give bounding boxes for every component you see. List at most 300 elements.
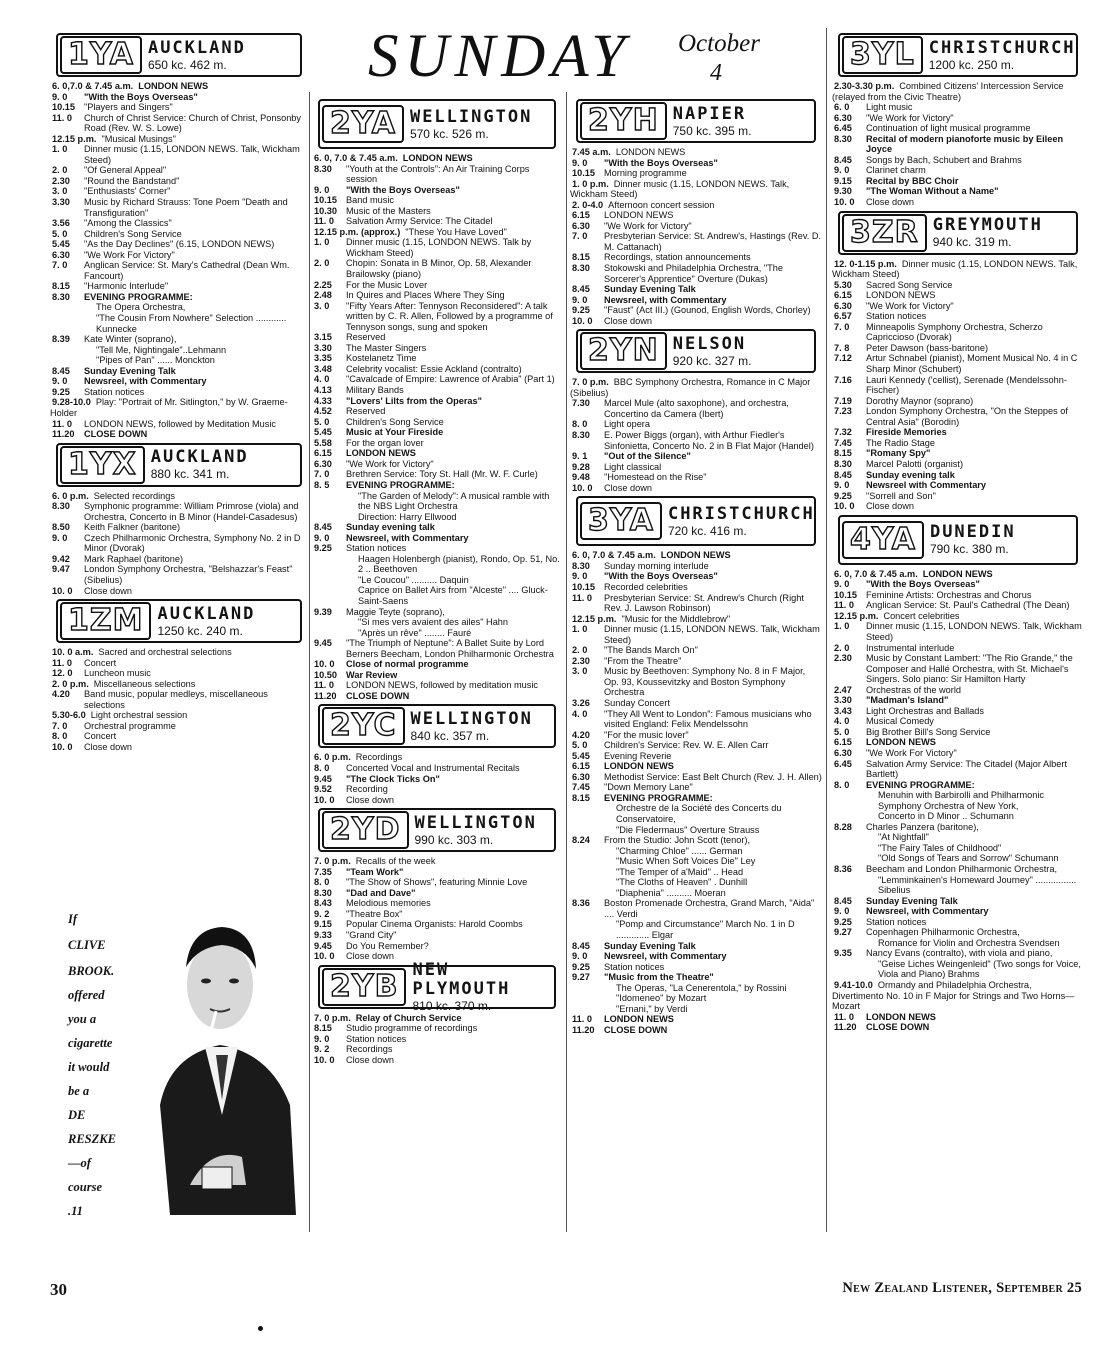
program-time: 6.15 [572, 761, 590, 772]
program-time: 5.30 [834, 279, 852, 290]
program-entry [312, 343, 562, 354]
program-entry [50, 429, 308, 440]
program-title: "These You Have Loved" [405, 226, 507, 237]
program-title: Caprice on Ballet Airs from "Alceste" .... Gluck-Saint-Saens [358, 585, 548, 606]
program-time: 7. 0 [572, 231, 588, 242]
program-title: Czech Philharmonic Orchestra, Symphony No. 2 in D Minor (Dvorak) [84, 532, 301, 554]
program-entry [570, 158, 822, 169]
program-entry [570, 316, 822, 327]
program-title: "Faust" (Act III.) (Gounod, English Words, Chorley) [604, 305, 811, 316]
program-entry [570, 483, 822, 494]
column-4 [832, 30, 1084, 1033]
program-title: "The Bands March On" [604, 645, 698, 656]
program-entry [312, 1023, 562, 1034]
program-entry [312, 427, 562, 438]
call-sign: 2YH [580, 102, 667, 140]
program-entry [570, 147, 822, 158]
program-title: "Geise Liches Weingenleid" (Two songs for Voice, Viola and Piano) Brahms [878, 958, 1081, 980]
station-header-3ya [576, 496, 816, 546]
advert-line: DE [68, 1108, 86, 1122]
program-time: 6.30 [572, 771, 590, 782]
program-title: Recording [346, 784, 388, 795]
program-title: Close down [866, 197, 915, 208]
program-title: LONDON NEWS, followed by Meditation Music [84, 418, 276, 429]
program-entry [570, 867, 822, 878]
program-entry [50, 197, 308, 218]
program-time: 8.36 [572, 898, 590, 909]
program-title: Romance for Violin and Orchestra Svendsen [878, 937, 1060, 948]
program-title: Children's Song Service [84, 228, 182, 239]
program-time: 7.35 [314, 866, 332, 877]
advert-photo [150, 885, 298, 1215]
program-time: 9. 1 [572, 451, 588, 462]
program-title: Light opera [604, 419, 650, 430]
program-entry [312, 374, 562, 385]
program-entry [50, 281, 308, 292]
program-entry [50, 218, 308, 229]
column-2 [312, 96, 562, 1065]
program-title: Dinner music (1.15, LONDON NEWS. Talk, Wickham Steed) [866, 621, 1082, 642]
program-time: 6.30 [834, 300, 852, 311]
program-time: 11. 0 [52, 112, 72, 123]
program-entry [832, 1012, 1084, 1023]
program-title: Music by Constant Lambert: "The Rio Grande," the Composer and Hallé Orchestra, with St. Michael's Singers. Solo piano: Sir Hamilton Harty [866, 653, 1073, 685]
program-title: Close down [604, 315, 653, 326]
program-entry [50, 376, 308, 387]
program-entry [312, 888, 562, 899]
station-frequency: 720 kc. 416 m. [667, 523, 747, 538]
program-title: "Musical Musings" [101, 133, 176, 144]
program-title: "We Work for Victory" [346, 458, 434, 469]
program-time: 8. 0 [834, 779, 850, 790]
program-time: 9.47 [52, 564, 70, 575]
program-time: 4.33 [314, 395, 332, 406]
program-time: 7. 0 [52, 720, 68, 731]
program-time: 12. 0-1.15 p.m. [834, 258, 897, 269]
program-time: 11.20 [314, 690, 337, 701]
program-title: Concert [84, 731, 117, 742]
program-entry [312, 164, 562, 185]
program-time: 9.15 [834, 175, 852, 186]
advert-line: course [68, 1180, 103, 1194]
program-title: EVENING PROGRAMME: [84, 291, 193, 302]
program-time: 8.30 [834, 458, 852, 469]
program-entry [312, 448, 562, 459]
program-entry [312, 406, 562, 417]
program-entry [832, 438, 1084, 449]
program-title: Sunday Evening Talk [604, 940, 696, 951]
program-entry [50, 710, 308, 721]
program-entry [50, 186, 308, 197]
program-title: LONDON NEWS [866, 737, 936, 748]
program-title: Minneapolis Symphony Orchestra, Scherzo Capriccioso (Dvorak) [866, 321, 1043, 343]
program-time: 3. 0 [52, 186, 68, 197]
program-title: "We Work For Victory" [866, 747, 957, 758]
program-title: Recital by BBC Choir [866, 175, 959, 186]
program-time [570, 993, 604, 1004]
program-time: 10. 0 [572, 482, 593, 493]
program-time: 5.45 [572, 750, 590, 761]
program-entry [312, 206, 562, 217]
program-entry [570, 200, 822, 211]
program-entry [832, 155, 1084, 166]
program-title: Newsreel, with Commentary [346, 532, 469, 543]
program-entry [570, 284, 822, 295]
program-time [312, 617, 346, 628]
program-entry [312, 438, 562, 449]
program-entry [312, 752, 562, 763]
program-entry [832, 301, 1084, 312]
program-entry [832, 716, 1084, 727]
program-entry [832, 621, 1084, 642]
program-title: War Review [346, 669, 398, 680]
program-time: 6. 0,7.0 & 7.45 a.m. [52, 81, 134, 91]
program-title: "With the Boys Overseas" [866, 579, 980, 590]
program-title: Sunday Concert [604, 697, 670, 708]
program-entry [570, 709, 822, 730]
program-time: 6. 0, 7.0 & 7.45 a.m. [834, 568, 918, 579]
program-entry [312, 227, 562, 238]
program-time: 6. 0 p.m. [52, 490, 89, 501]
program-title: "Lovers' Lilts from the Operas" [346, 395, 482, 406]
program-time: 5. 0 [52, 228, 68, 239]
program-time: 8.30 [572, 430, 590, 441]
call-sign: 2YB [322, 968, 406, 1006]
program-entry [570, 803, 822, 824]
program-entry [832, 906, 1084, 917]
station-header-2yd [318, 808, 556, 852]
program-title: "The Show of Shows", featuring Minnie Love [346, 877, 528, 888]
program-entry [50, 564, 308, 585]
program-title: Fireside Memories [866, 427, 947, 438]
program-entry [570, 993, 822, 1004]
program-entry [570, 888, 822, 899]
program-time: 8.45 [52, 365, 70, 376]
program-entry [570, 295, 822, 306]
program-entry [570, 666, 822, 698]
advert-line: offered [68, 988, 105, 1002]
program-title: Do You Remember? [346, 940, 429, 951]
program-time: 10. 0 [834, 501, 855, 512]
program-entry [50, 313, 308, 334]
program-entry [312, 867, 562, 878]
program-title: Close down [866, 501, 915, 512]
call-sign: 3YL [842, 36, 923, 74]
program-time: 6.15 [572, 210, 590, 221]
page-number: 30 [50, 1280, 67, 1299]
program-title: Station notices [346, 1033, 407, 1044]
station-city: WELLINGTON [409, 106, 533, 127]
program-title: "Tell Me, Nightingale"..Lehmann [96, 344, 227, 355]
program-time: 10.15 [52, 102, 75, 113]
program-entry [570, 430, 822, 451]
program-title: Marcel Palotti (organist) [866, 458, 964, 469]
program-title: Band music, popular medleys, miscellaneous selections [84, 689, 268, 710]
program-time [570, 825, 604, 836]
program-entry [50, 397, 308, 418]
column-3 [570, 96, 822, 1035]
program-time: 9.27 [572, 972, 590, 983]
program-time: 11.20 [834, 1022, 857, 1033]
program-title: "Music for the Middlebrow" [621, 613, 731, 624]
program-entry [832, 343, 1084, 354]
program-entry [312, 930, 562, 941]
program-time [312, 585, 346, 606]
program-title: Military Bands [346, 385, 404, 396]
program-title: Melodious memories [346, 898, 431, 909]
program-entry [50, 522, 308, 533]
program-entry [312, 638, 562, 659]
program-title: Band music [346, 195, 395, 206]
station-header-2yn [576, 329, 816, 373]
program-time: 3.26 [572, 697, 590, 708]
program-entry [50, 742, 308, 753]
program-title: Sunday evening talk [866, 469, 955, 480]
station-frequency: 920 kc. 327 m. [672, 353, 752, 368]
program-title: "Ernani," by Verdi [616, 1003, 688, 1014]
station-frequency: 810 kc. 370 m. [412, 998, 492, 1013]
program-entry [570, 877, 822, 888]
program-time: 6.30 [52, 249, 70, 260]
program-entry [50, 658, 308, 669]
program-entry [312, 301, 562, 333]
program-entry [312, 680, 562, 691]
program-entry [312, 1044, 562, 1055]
program-entry [50, 554, 308, 565]
program-entry [570, 263, 822, 284]
program-entry [832, 590, 1084, 601]
program-time: 9.35 [834, 948, 852, 959]
program-time: 11. 0 [834, 1011, 854, 1022]
program-title: Newsreel with Commentary [866, 480, 986, 491]
program-time: 3.30 [52, 197, 70, 208]
program-time: 9. 0 [572, 157, 588, 168]
program-title: Music by Beethoven: Symphony No. 8 in F Major, Op. 93, Koussevitzky and Boston Symphony Orchestra [604, 666, 806, 698]
program-title: "With the Boys Overseas" [604, 571, 718, 582]
program-time: 8. 0 [52, 731, 68, 742]
program-entry [570, 761, 822, 772]
program-time: 5. 0 [572, 740, 588, 751]
program-title: Dinner music (1.15, LONDON NEWS. Talk by Wickham Steed) [346, 237, 532, 258]
program-entry [832, 832, 1084, 843]
program-time: 4.13 [314, 385, 332, 396]
program-title: "Enthusiasts' Corner" [84, 186, 171, 197]
program-title: "They All Went to London": Famous musicians who visited England: Felix Mendelssohn [604, 708, 812, 730]
program-time: 8.30 [52, 291, 70, 302]
program-title: Light Orchestras and Ballads [866, 705, 984, 716]
program-title: Clarinet charm [866, 165, 926, 176]
program-title: "Players and Singers" [84, 102, 173, 113]
program-entry [50, 419, 308, 430]
program-time: 9.25 [572, 305, 590, 316]
program-time: 9.25 [52, 386, 70, 397]
program-title: "With the Boys Overseas" [84, 91, 198, 102]
program-time: 9.45 [314, 773, 332, 784]
program-title: Play: "Portrait of Mr. Sitlington," by W. Graeme-Holder [50, 397, 288, 418]
program-time: 3.43 [834, 705, 852, 716]
program-title: "The Clock Ticks On" [346, 773, 440, 784]
program-entry [570, 772, 822, 783]
program-entry [312, 396, 562, 407]
program-title: CLOSE DOWN [346, 690, 410, 701]
station-header-4ya [838, 515, 1078, 565]
program-time: 2.30 [572, 655, 590, 666]
program-time: 8.50 [52, 522, 70, 533]
program-entry [50, 92, 308, 103]
program-time: 2. 0 [572, 645, 588, 656]
station-frequency: 840 kc. 357 m. [410, 728, 490, 743]
program-time: 1. 0 [314, 237, 330, 248]
program-list-1zm [50, 647, 308, 752]
program-entry [832, 311, 1084, 322]
program-title: Presbyterian Service: St. Andrew's Church (Right Rev. J. Lawson Robinson) [604, 592, 804, 614]
program-time: 9.27 [834, 927, 852, 938]
program-title: Recorded celebrities [604, 581, 688, 592]
program-title: Recordings [355, 752, 403, 763]
program-entry [50, 345, 308, 356]
program-time: 10.50 [314, 669, 337, 680]
program-list-2yh [570, 147, 822, 326]
program-time: 7. 0 p.m. [572, 377, 609, 388]
program-entry [312, 691, 562, 702]
program-entry [570, 919, 822, 940]
program-title: Symphonic programme: William Primrose (viola) and Orchestra, Concerto in B Minor (Handel-Casadesus) [84, 501, 299, 522]
program-time: 8.45 [572, 940, 590, 951]
program-entry [570, 751, 822, 762]
program-title: Beecham and London Philharmonic Orchestra, [866, 864, 1058, 874]
program-title: LONDON NEWS [615, 147, 686, 157]
program-time [50, 355, 84, 366]
program-list-3zr [832, 259, 1084, 512]
program-entry [832, 123, 1084, 134]
program-title: Close down [604, 482, 653, 493]
ink-speck [258, 1326, 263, 1331]
program-time: 6.45 [834, 123, 852, 134]
program-time [312, 575, 346, 586]
program-entry [312, 607, 562, 618]
station-city: CHRISTCHURCH [928, 37, 1076, 58]
program-entry [312, 659, 562, 670]
program-entry [832, 501, 1084, 512]
program-time: 9.45 [314, 940, 332, 951]
program-entry [312, 237, 562, 258]
program-time: 11. 0 [52, 418, 72, 429]
program-time: 9.25 [834, 490, 852, 501]
program-entry [832, 290, 1084, 301]
program-time: 3. 0 [314, 300, 330, 311]
program-entry [832, 643, 1084, 654]
column-rule [309, 92, 310, 1232]
program-entry [832, 748, 1084, 759]
program-time: 6. 0 [834, 102, 850, 113]
program-entry [570, 614, 822, 625]
program-time: 11. 0 [314, 680, 334, 691]
program-entry [50, 250, 308, 261]
program-entry [50, 239, 308, 250]
program-entry [832, 459, 1084, 470]
program-entry [312, 522, 562, 533]
program-time: 9. 0 [572, 294, 588, 305]
call-sign: 1YA [60, 36, 142, 74]
program-time: 3.35 [314, 353, 332, 364]
program-time [312, 628, 346, 639]
program-entry [50, 229, 308, 240]
program-title: "Down Memory Lane" [604, 782, 693, 793]
call-sign: 2YC [322, 707, 405, 745]
program-entry [50, 387, 308, 398]
program-time [832, 853, 866, 864]
program-title: Orchestras of the world [866, 684, 961, 695]
program-title: The Master Singers [346, 342, 427, 353]
program-title: Kate Winter (soprano), [84, 334, 177, 345]
program-time: 10. 0 [314, 794, 335, 805]
program-title: "We Work for Victory" [866, 112, 954, 123]
program-time: 2.48 [314, 290, 332, 301]
program-time: 12. 0 [52, 668, 73, 679]
program-entry [570, 941, 822, 952]
program-entry [832, 706, 1084, 717]
program-title: Station notices [866, 916, 927, 927]
program-entry [50, 689, 308, 710]
program-time: 8.36 [834, 864, 852, 874]
program-list-4ya [832, 569, 1084, 1033]
program-entry [312, 898, 562, 909]
program-title: "Team Work" [346, 866, 404, 877]
program-title: Close down [346, 1054, 395, 1065]
program-entry [570, 656, 822, 667]
station-frequency: 1250 kc. 240 m. [157, 623, 243, 638]
program-title: "Diaphenia" .......... Moeran [616, 887, 726, 898]
program-entry [50, 81, 308, 92]
program-title: Dinner music (1.15, LONDON NEWS. Talk, Wickham Steed) [832, 258, 1078, 280]
program-time: 2.30 [52, 175, 70, 186]
program-time: 8.15 [834, 448, 852, 459]
program-entry [832, 280, 1084, 291]
program-entry [312, 877, 562, 888]
program-time: 5.45 [52, 239, 70, 250]
program-time: 7.30 [572, 398, 590, 409]
advert-line: .11 [68, 1204, 83, 1218]
month-label: October [678, 30, 760, 57]
program-title: Reserved [346, 406, 386, 417]
program-entry [312, 856, 562, 867]
program-entry [50, 491, 308, 502]
program-entry [50, 501, 308, 522]
program-title: Afternoon concert session [608, 199, 715, 210]
program-entry [832, 780, 1084, 791]
program-entry [50, 334, 308, 345]
program-time: 9. 2 [314, 1044, 330, 1055]
program-list-3ya [570, 550, 822, 1035]
program-title: Methodist Service: East Belt Church (Rev. J. H. Allen) [604, 771, 822, 782]
program-time: 8. 0 [314, 877, 330, 888]
program-entry [570, 221, 822, 232]
program-entry [832, 737, 1084, 748]
program-time: 6.15 [834, 290, 852, 301]
program-title: "The Woman Without a Name" [866, 186, 999, 197]
program-time: 3.30 [834, 695, 852, 706]
program-entry [570, 740, 822, 751]
program-time [570, 888, 604, 899]
program-entry [832, 165, 1084, 176]
program-entry [832, 375, 1084, 396]
program-entry [312, 459, 562, 470]
program-entry [570, 593, 822, 614]
program-title: Celebrity vocalist: Essie Ackland (contralto) [346, 363, 522, 374]
station-frequency: 880 kc. 341 m. [150, 467, 230, 482]
program-title: Peter Dawson (bass-baritone) [866, 342, 989, 353]
program-entry [312, 774, 562, 785]
